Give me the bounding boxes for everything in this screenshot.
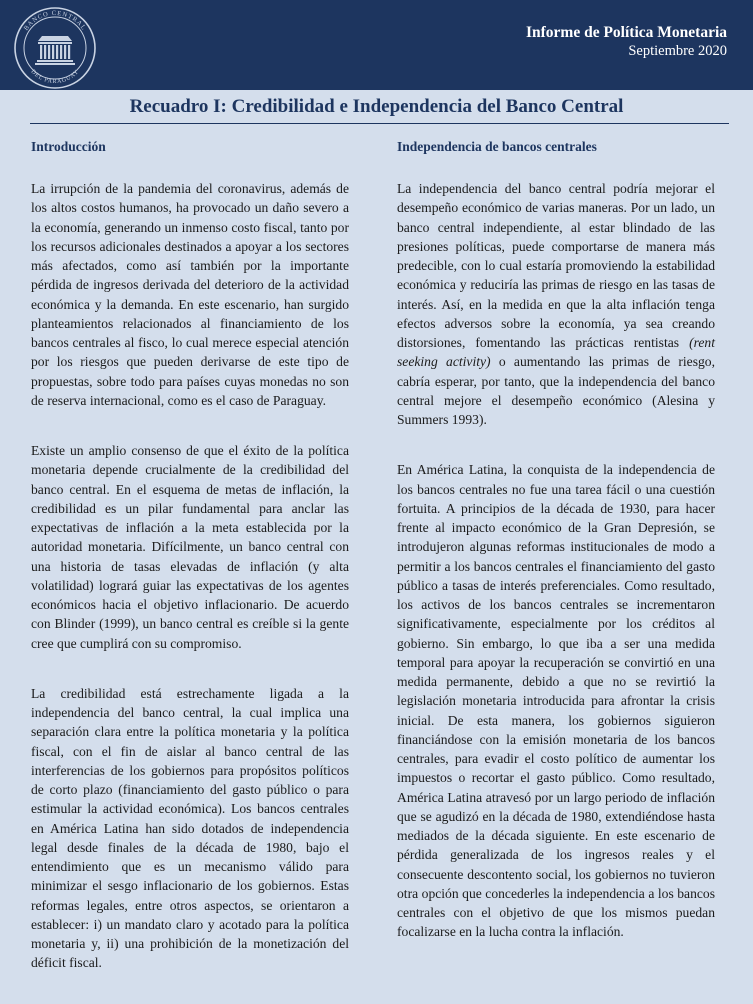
paragraph xyxy=(397,179,715,429)
bank-logo-icon xyxy=(12,5,98,91)
box-title: Recuadro I: Credibilidad e Independencia del Banco Central xyxy=(129,96,624,117)
logo-text-bottom: DEL PARAGUAY xyxy=(29,68,81,85)
logo-text-top: BANCO CENTRAL xyxy=(22,9,88,32)
title-divider xyxy=(30,123,729,124)
paragraph-text: o aumentando las primas de riesgo, cabría esperar, por tanto, que la independencia del banco central mejore el desempeño económico (Alesina y Summers 1993). xyxy=(397,354,715,427)
italic-term: (rent seeking activity) xyxy=(397,335,715,370)
report-title: Informe de Política Monetaria xyxy=(525,24,727,41)
section-heading-independencia: Independencia de bancos centrales xyxy=(397,139,597,154)
svg-text:BANCO CENTRAL xyxy=(23,10,88,32)
paragraph: La credibilidad está estrechamente ligada a la independencia del banco central, la cual implica una separación clara entre la política monetaria y la política fiscal, con el fin de aislar al banco central de las interferencias de los gobiernos para propósitos políticos de corto plazo (financiamiento del gasto público o para estimular la actividad económica). Los bancos centrales en América Latina han sido dotados de independencia legal desde finales de la década de 1980, bajo el entendimiento que es un mecanismo válido para minimizar el sesgo inflacionario de los gobiernos. Estas reformas legales, entre otros aspectos, se orientaron a establecer: i) un mandato claro y acotado para la política monetaria y, ii) una prohibición de la monetización del déficit fiscal. xyxy=(31,685,349,971)
svg-text:DEL PARAGUAY xyxy=(29,69,80,85)
report-date: Septiembre 2020 xyxy=(628,43,727,59)
section-heading-introduccion: Introducción xyxy=(31,139,106,154)
left-column xyxy=(31,138,349,1004)
paragraph: Existe un amplio consenso de que el éxito de la política monetaria depende crucialmente de la credibilidad del banco central. En el esquema de metas de inflación, la credibilidad es un pilar fundamental para anclar las expectativas de inflación a la meta establecida por la autoridad monetaria. Difícilmente, un banco central con una historia de tasas elevadas de inflación (y alta volatilidad) logrará guiar las expectativas de los agentes económicos hacia el objetivo inflacionario. De acuerdo con Blinder (1999), un banco central es creíble si la gente cree que cumplirá con su compromiso. xyxy=(31,443,349,651)
right-column xyxy=(397,138,715,973)
paragraph-text: La independencia del banco central podría mejorar el desempeño económico de varias maneras. Por un lado, un banco central independiente, al estar blindado de las presiones políticas, puede comportarse de manera más predecible, con lo cual estaría promoviendo la estabilidad económica y reduciría las primas de riesgo en las tasas de interés. Así, en la medida en que la alta inflación tenga efectos adversos sobre la economía, ya sea creando distorsiones, fomentando las prácticas rentistas xyxy=(397,181,715,350)
box-title-wrapper xyxy=(0,96,753,118)
paragraph: La irrupción de la pandemia del coronavirus, además de los altos costos humanos, ha provocado un daño severo a la economía, generando un inmenso costo fiscal, tanto por los recursos adicionales destinados a apoyar a los sectores más afectados, como así también por la importante pérdida de ingresos derivada del deterioro de la actividad económica y la demanda. En este escenario, han surgido planteamientos relacionados al financiamiento de los bancos centrales al fisco, lo cual merece especial atención por los riesgos que pueden derivarse de este tipo de propuestas, sobre todo para países cuyas monedas no son de reserva internacional, como es el caso de Paraguay. xyxy=(31,181,349,408)
paragraph: En América Latina, la conquista de la independencia de los bancos centrales no fue una tarea fácil o una cuestión fortuita. A principios de la década de 1930, para hacer frente al impacto económico de la Gran Depresión, se introdujeron algunas reformas institucionales de modo a permitir a los bancos centrales el financiamiento del gasto público a tasas de interés preferenciales. Como resultado, los activos de los bancos centrales se incrementaron significativamente, especialmente por los créditos al gobierno. Sin embargo, lo que iba a ser una medida temporal para apoyar la recuperación se convirtió en una medida permanente, debido a que no se revirtió la legislación monetaria introducida para afrontar la crisis inicial. De esta manera, los gobiernos siguieron financiándose con la emisión monetaria de los bancos centrales, para evadir el costo político de aumentar los impuestos o recortar el gasto público. Como resultado, América Latina atravesó por un largo periodo de inflación que se agudizó en la década de 1980, extendiéndose hasta mediados de la década siguiente. En este escenario de pérdida generalizada de los ingresos reales y el consecuente descontento social, los gobiernos no tuvieron otra opción que concederles la independencia a los bancos centrales con el objetivo de que los mismos puedan focalizarse en la lucha contra la inflación. xyxy=(397,462,715,940)
header-banner xyxy=(0,0,753,90)
